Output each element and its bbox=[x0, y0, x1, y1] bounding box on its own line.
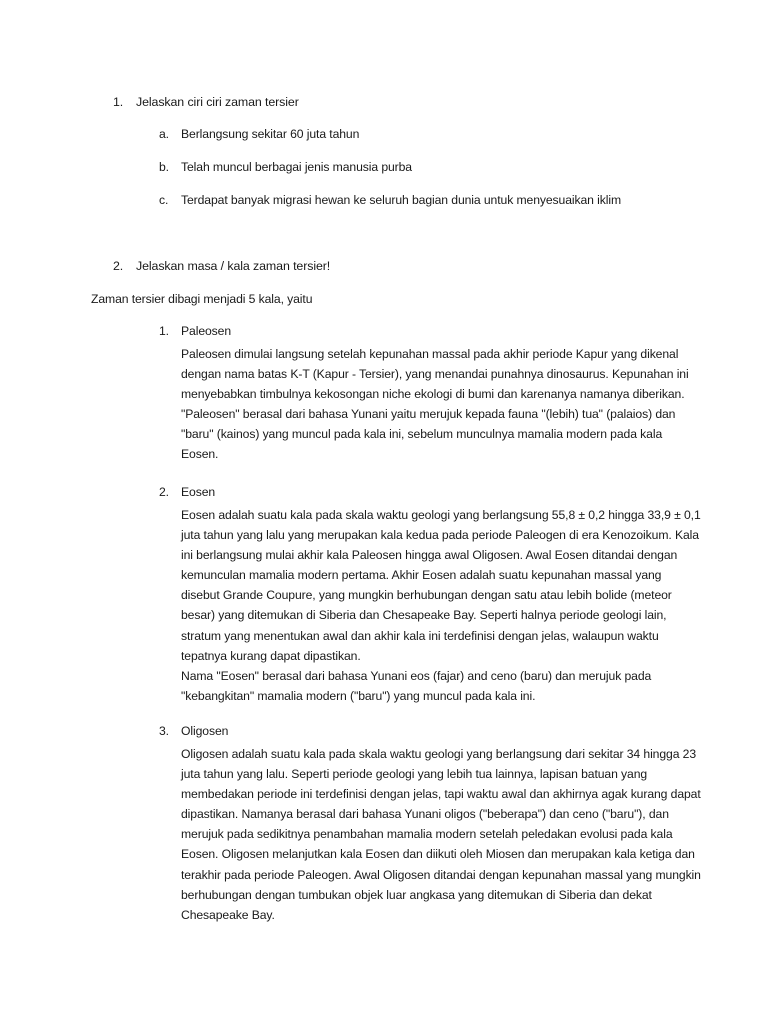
item-text: Terdapat banyak migrasi hewan ke seluruh bagian dunia untuk menyesuaikan iklim bbox=[181, 193, 622, 207]
question-1-text: Jelaskan ciri ciri zaman tersier bbox=[136, 95, 299, 109]
question-1-item-a bbox=[159, 127, 359, 141]
section-title: Oligosen bbox=[181, 724, 229, 738]
item-text: Telah muncul berbagai jenis manusia purba bbox=[181, 160, 412, 174]
question-2-text: Jelaskan masa / kala zaman tersier! bbox=[136, 259, 331, 273]
section-body bbox=[181, 344, 701, 465]
item-letter: c. bbox=[159, 193, 169, 207]
question-1-item-c bbox=[159, 193, 621, 207]
section-title: Paleosen bbox=[181, 324, 232, 338]
item-text: Berlangsung sekitar 60 juta tahun bbox=[181, 127, 360, 141]
question-2-number: 2. bbox=[113, 259, 124, 273]
section-body bbox=[181, 744, 701, 925]
section-body bbox=[181, 505, 701, 706]
paragraph: Oligosen adalah suatu kala pada skala waktu geologi yang berlangsung dari sekitar 34 hingga 23 juta tahun yang lalu. Seperti periode geologi yang lebih tua lainnya, lapisan batuan yang membedakan periode ini terdefinisi dengan jelas, tapi waktu awal dan akhirnya agak kurang dapat dipastikan. Namanya berasal dari bahasa Yunani oligos ("beberapa") dan ceno ("baru"), dan merujuk pada sedikitnya penambahan mamalia modern setelah peledakan evolusi pada kala Eosen. Oligosen melanjutkan kala Eosen dan diikuti oleh Miosen dan merupakan kala ketiga dan terakhir pada periode Paleogen. Awal Oligosen ditandai dengan kepunahan massal yang mungkin berhubungan dengan tumbukan objek luar angkasa yang ditemukan di Siberia dan dekat Chesapeake Bay. bbox=[181, 747, 701, 922]
section-title: Eosen bbox=[181, 485, 216, 499]
section-number: 2. bbox=[159, 485, 169, 499]
question-1 bbox=[113, 95, 299, 109]
paragraph: Paleosen dimulai langsung setelah kepunahan massal pada akhir periode Kapur yang dikenal dengan nama batas K-T (Kapur - Tersier), yang menandai punahnya dinosaurus. Kepunahan ini menyebabkan timbulnya kekosongan niche ekologi di bumi dan karenanya namanya diberikan. "Paleosen" berasal dari bahasa Yunani yaitu merujuk kepada fauna "(lebih) tua" (palaios) dan "baru" (kainos) yang muncul pada kala ini, sebelum munculnya mamalia modern pada kala Eosen. bbox=[181, 347, 689, 462]
question-1-item-b bbox=[159, 160, 412, 174]
item-letter: b. bbox=[159, 160, 169, 174]
question-2 bbox=[113, 259, 330, 273]
question-2-intro: Zaman tersier dibagi menjadi 5 kala, yaitu bbox=[91, 292, 313, 306]
section-number: 1. bbox=[159, 324, 169, 338]
question-1-number: 1. bbox=[113, 95, 124, 109]
paragraph: Eosen adalah suatu kala pada skala waktu geologi yang berlangsung 55,8 ± 0,2 hingga 33,9 ± 0,1 juta tahun yang lalu yang merupakan kala kedua pada periode Paleogen di era Kenozoikum. Kala ini berlangsung mulai akhir kala Paleosen hingga awal Oligosen. Awal Eosen ditandai dengan kemunculan mamalia modern pertama. Akhir Eosen adalah suatu kepunahan massal yang disebut Grande Coupure, yang mungkin berhubungan dengan satu atau lebih bolide (meteor besar) yang ditemukan di Siberia dan Chesapeake Bay. Seperti halnya periode geologi lain, stratum yang menentukan awal dan akhir kala ini terdefinisi dengan jelas, walaupun waktu tepatnya kurang dapat dipastikan. bbox=[181, 508, 701, 663]
section-number: 3. bbox=[159, 724, 169, 738]
paragraph: Nama "Eosen" berasal dari bahasa Yunani eos (fajar) and ceno (baru) dan merujuk pada "kebangkitan" mamalia modern ("baru") yang muncul pada kala ini. bbox=[181, 668, 652, 703]
item-letter: a. bbox=[159, 127, 169, 141]
